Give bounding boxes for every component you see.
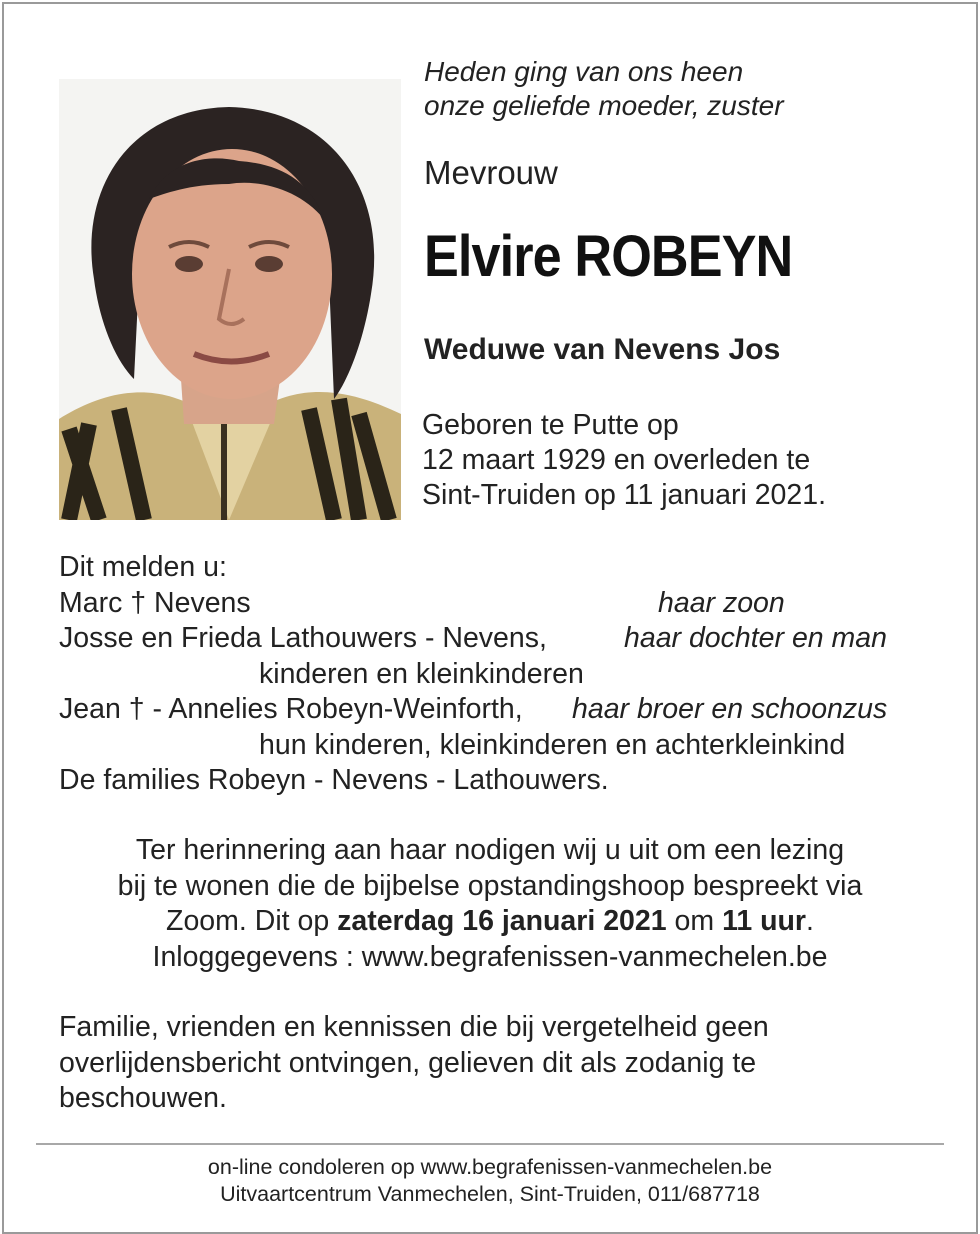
- descendants: hun kinderen, kleinkinderen en achterkleinkind: [259, 728, 846, 761]
- invite-line: [60, 904, 920, 940]
- mourner-name: Josse en Frieda Lathouwers - Nevens,: [59, 622, 547, 654]
- family-notice: [59, 1010, 879, 1117]
- portrait-icon: [59, 79, 401, 520]
- intro-line: onze geliefde moeder, zuster: [424, 90, 784, 121]
- mourner-name: Marc † Nevens: [59, 586, 251, 619]
- mourner-name: De families Robeyn - Nevens - Lathouwers.: [59, 764, 609, 796]
- relation: haar dochter en man: [624, 622, 887, 654]
- list-item: [59, 728, 939, 764]
- invite-text: om: [666, 905, 723, 937]
- family-line: overlijdensbericht ontvingen, gelieven dit als zodanig te: [59, 1046, 757, 1079]
- invite-text: .: [806, 905, 814, 937]
- intro-text: [424, 55, 784, 123]
- deceased-name: Elvire ROBEYN: [424, 224, 793, 289]
- born-line: 12 maart 1929 en overleden te: [422, 444, 811, 476]
- relation: haar zoon: [658, 586, 785, 619]
- invite-line: bij te wonen die de bijbelse opstandingshoop bespreekt via: [117, 869, 863, 902]
- relation: haar broer en schoonzus: [572, 693, 888, 725]
- born-line: Geboren te Putte op: [422, 409, 679, 441]
- family-line: beschouwen.: [59, 1082, 227, 1114]
- intro-line: Heden ging van ons heen: [424, 56, 744, 87]
- announcement-list: [59, 550, 939, 799]
- event-time: 11 uur: [722, 905, 807, 937]
- widow-of: Weduwe van Nevens Jos: [424, 333, 781, 366]
- invite-line: Ter herinnering aan haar nodigen wij u uit om een lezing: [135, 834, 845, 866]
- list-item: [59, 763, 939, 799]
- divider: [36, 1143, 944, 1145]
- footer: [36, 1154, 944, 1208]
- portrait-photo: [59, 79, 401, 520]
- condolence-link: on-line condoleren op www.begrafenissen-vanmechelen.be: [207, 1155, 773, 1179]
- list-item: [59, 657, 939, 693]
- birth-death-details: [422, 408, 826, 513]
- funeral-home-contact: Uitvaartcentrum Vanmechelen, Sint-Truiden, 011/687718: [220, 1182, 760, 1206]
- mourner-name: Jean † - Annelies Robeyn-Weinforth,: [59, 693, 523, 725]
- list-item: [59, 586, 939, 622]
- family-line: Familie, vrienden en kennissen die bij vergetelheid geen: [59, 1011, 769, 1043]
- born-line: Sint-Truiden op 11 januari 2021.: [422, 479, 827, 511]
- invitation: [60, 833, 920, 975]
- event-date: zaterdag 16 januari 2021: [337, 905, 667, 937]
- login-info: Inloggegevens : www.begrafenissen-vanmechelen.be: [152, 940, 828, 973]
- list-item: [59, 692, 939, 728]
- descendants: kinderen en kleinkinderen: [259, 657, 584, 690]
- list-item: [59, 621, 939, 657]
- announce-heading: Dit melden u:: [59, 551, 227, 583]
- honorific: Mevrouw: [424, 154, 558, 191]
- invite-text: Zoom. Dit op: [166, 905, 338, 937]
